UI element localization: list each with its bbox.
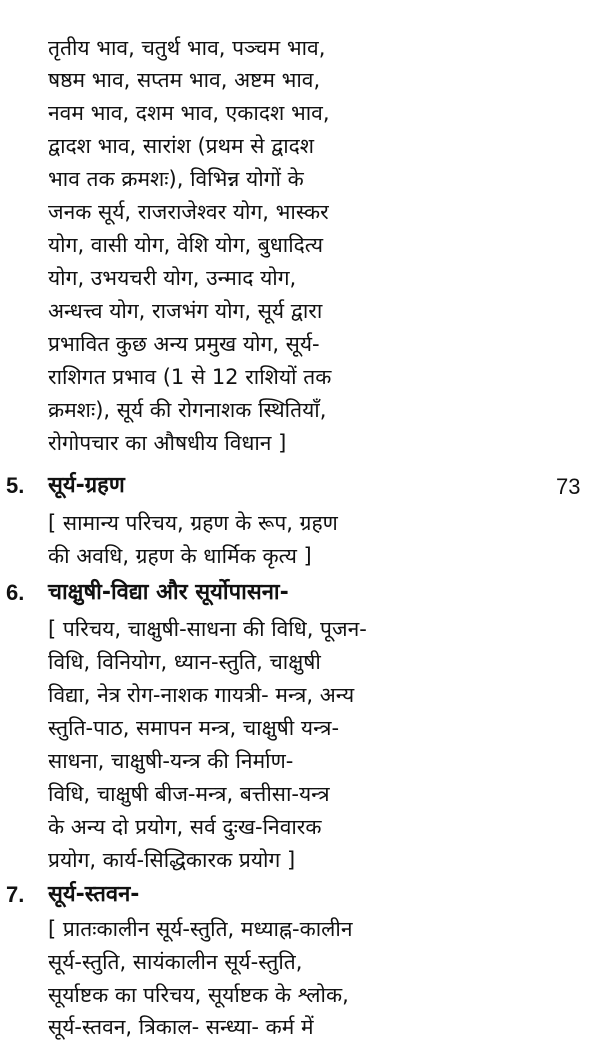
text-line: योग, उभयचरी योग, उन्माद योग, bbox=[48, 266, 297, 290]
text-line: योग, वासी योग, वेशि योग, बुधादित्य bbox=[48, 233, 324, 257]
text-line: राशिगत प्रभाव (1 से 12 राशियों तक bbox=[48, 365, 332, 389]
section-number: 7. bbox=[6, 882, 25, 907]
text-line: सूर्य-स्तुति, सायंकालीन सूर्य-स्तुति, bbox=[48, 950, 303, 974]
text-line: साधना, चाक्षुषी-यन्त्र की निर्माण- bbox=[48, 749, 294, 773]
text-line: के अन्य दो प्रयोग, सर्व दुःख-निवारक bbox=[48, 815, 322, 839]
text-line: क्रमशः), सूर्य की रोगनाशक स्थितियाँ, bbox=[48, 398, 327, 422]
text-line: विधि, चाक्षुषी बीज-मन्त्र, बत्तीसा-यन्त्र bbox=[48, 782, 330, 806]
text-line: सूर्याष्टक का परिचय, सूर्याष्टक के श्लोक, bbox=[48, 983, 349, 1007]
text-line: विद्या, नेत्र रोग-नाशक गायत्री- मन्त्र, अन्य bbox=[48, 683, 355, 707]
text-line: सूर्य-स्तवन, त्रिकाल- सन्ध्या- कर्म में bbox=[48, 1015, 314, 1039]
text-line: विधि, विनियोग, ध्यान-स्तुति, चाक्षुषी bbox=[48, 650, 321, 674]
text-line: रोगोपचार का औषधीय विधान ] bbox=[48, 431, 287, 455]
text-line: [ सामान्य परिचय, ग्रहण के रूप, ग्रहण bbox=[48, 511, 338, 535]
section-number: 5. bbox=[6, 473, 25, 498]
text-line: नवम भाव, दशम भाव, एकादश भाव, bbox=[48, 101, 330, 125]
section-title: सूर्य-स्तवन- bbox=[48, 882, 140, 907]
text-line: स्तुति-पाठ, समापन मन्त्र, चाक्षुषी यन्त्र- bbox=[48, 716, 340, 740]
text-line: अन्धत्त्व योग, राजभंग योग, सूर्य द्वारा bbox=[48, 299, 323, 323]
text-line: भाव तक क्रमशः), विभिन्न योगों के bbox=[48, 167, 304, 191]
text-line: प्रयोग, कार्य-सिद्धिकारक प्रयोग ] bbox=[48, 848, 296, 872]
section-title: सूर्य-ग्रहण bbox=[48, 473, 125, 498]
text-line: जनक सूर्य, राजराजेश्वर योग, भास्कर bbox=[48, 200, 329, 224]
text-line: प्रभावित कुछ अन्य प्रमुख योग, सूर्य- bbox=[48, 332, 320, 356]
section-title: चाक्षुषी-विद्या और सूर्योपासना- bbox=[48, 580, 289, 605]
page-number: 73 bbox=[556, 474, 581, 499]
text-line: द्वादश भाव, सारांश (प्रथम से द्वादश bbox=[48, 134, 315, 158]
text-line: षष्ठम भाव, सप्तम भाव, अष्टम भाव, bbox=[48, 68, 321, 92]
text-line: तृतीय भाव, चतुर्थ भाव, पञ्चम भाव, bbox=[48, 36, 326, 60]
text-line: की अवधि, ग्रहण के धार्मिक कृत्य ] bbox=[48, 544, 312, 568]
section-number: 6. bbox=[6, 580, 25, 605]
text-line: [ परिचय, चाक्षुषी-साधना की विधि, पूजन- bbox=[48, 617, 367, 641]
text-line: [ प्रातःकालीन सूर्य-स्तुति, मध्याह्न-कालीन bbox=[48, 917, 353, 941]
